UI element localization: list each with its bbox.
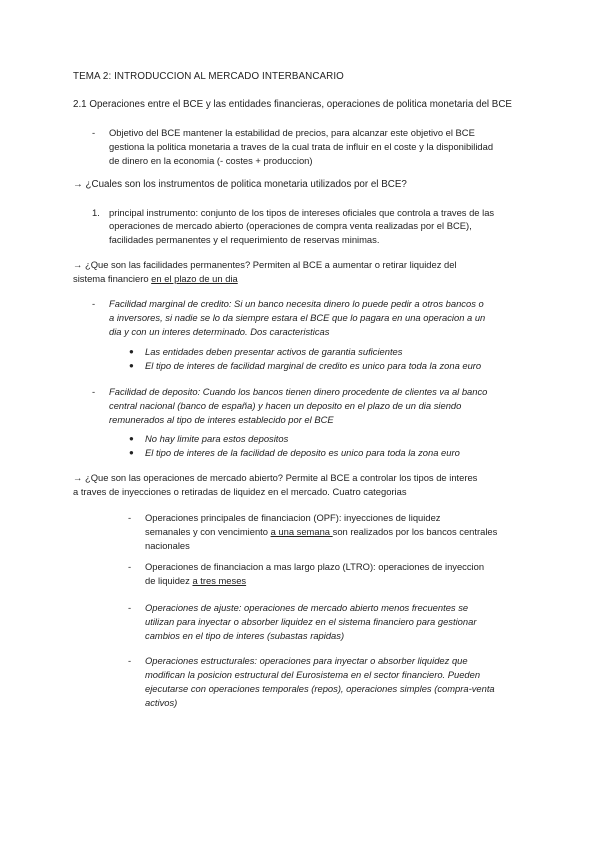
deposit-facility-bullet: El tipo de interes de la facilidad de deposito es unico para toda la zona euro <box>145 447 460 458</box>
bullet-dot: ● <box>129 448 134 457</box>
question-open-market-cont: a traves de inyecciones o retiradas de liquidez en el mercado. Cuatro categorias <box>73 486 407 497</box>
opf-line: Operaciones principales de financiacion (OPF): inyecciones de liquidez <box>145 512 441 523</box>
bullet-dot: ● <box>129 347 134 356</box>
bullet-dot: ● <box>129 434 134 443</box>
opf-line: nacionales <box>145 540 190 551</box>
marginal-credit-line: a inversores, si nadie se lo da siempre estara el BCE que lo pagara en una operacion a un <box>109 312 486 323</box>
deposit-facility-line: Facilidad de deposito: Cuando los bancos tienen dinero procedente de clientes va al banco <box>109 386 488 397</box>
deposit-facility-bullet: No hay limite para estos depositos <box>145 433 289 444</box>
list-marker: - <box>128 655 132 666</box>
question-facilities-cont <box>73 272 238 286</box>
ltro-line: Operaciones de financiacion a mas largo plazo (LTRO): operaciones de inyeccion <box>145 561 485 572</box>
underlined-term: en el plazo de un dia <box>151 273 238 284</box>
instrument-line: facilidades permanentes y el requerimiento de reservas minimas. <box>109 234 380 245</box>
structural-line: ejecutarse con operaciones temporales (repos), operaciones simples (compra-venta <box>145 683 495 694</box>
question-open-market: → ¿Que son las operaciones de mercado abierto? Permite al BCE a controlar los tipos de interes <box>73 472 478 483</box>
list-marker: - <box>92 298 96 309</box>
structural-line: modifican la posicion estructural del Eurosistema en el sector financiero. Pueden <box>145 669 481 680</box>
deposit-facility-line: remunerados al tipo de interes establecido por el BCE <box>109 414 334 425</box>
list-marker: - <box>128 512 132 523</box>
fine-tuning-line: utilizan para inyectar o absorber liquidez en el sistema financiero para gestionar <box>145 616 477 627</box>
list-marker: - <box>128 602 132 613</box>
marginal-credit-line: dia y con un interes determinado. Dos caracteristicas <box>109 326 330 337</box>
ltro-line <box>145 574 246 588</box>
text-span: de liquidez <box>145 575 193 586</box>
marginal-credit-line: Facilidad marginal de credito: Si un banco necesita dinero lo puede pedir a otros bancos o <box>109 298 484 309</box>
deposit-facility-line: central nacional (banco de españa) y hacen un deposito en el plazo de un dia siendo <box>109 400 462 411</box>
fine-tuning-line: Operaciones de ajuste: operaciones de mercado abierto menos frecuentes se <box>145 602 469 613</box>
question-facilities: → ¿Que son las facilidades permanentes? Permiten al BCE a aumentar o retirar liquidez del <box>73 259 457 270</box>
text-span: semanales y con vencimiento <box>145 526 271 537</box>
list-marker: - <box>92 386 96 397</box>
objective-line: gestiona la politica monetaria a traves de la cual trata de influir en el coste y la disponibilidad <box>109 141 494 152</box>
list-marker: - <box>92 127 96 138</box>
text-span: sistema financiero <box>73 273 152 284</box>
document-title: TEMA 2: INTRODUCCION AL MERCADO INTERBANCARIO <box>73 71 344 82</box>
text-span: son realizados por los bancos centrales <box>332 526 498 537</box>
list-number: 1. <box>92 207 100 218</box>
fine-tuning-line: cambios en el tipo de interes (subastas rapidas) <box>145 630 345 641</box>
underlined-term: a una semana <box>270 526 333 537</box>
marginal-credit-bullet: El tipo de interes de facilidad marginal de credito es unico para toda la zona euro <box>145 360 482 371</box>
objective-line: Objetivo del BCE mantener la estabilidad de precios, para alcanzar este objetivo el BCE <box>109 127 475 138</box>
instrument-line: principal instrumento: conjunto de los tipos de intereses oficiales que controla a traves de las <box>109 207 495 218</box>
list-marker: - <box>128 561 132 572</box>
marginal-credit-bullet: Las entidades deben presentar activos de garantia suficientes <box>145 346 403 357</box>
structural-line: Operaciones estructurales: operaciones para inyectar o absorber liquidez que <box>145 655 468 666</box>
question-instruments: → ¿Cuales son los instrumentos de politica monetaria utilizados por el BCE? <box>73 179 407 190</box>
objective-line: de dinero en la economia (- costes + produccion) <box>109 155 313 166</box>
structural-line: activos) <box>145 697 178 708</box>
bullet-dot: ● <box>129 361 134 370</box>
opf-line <box>145 525 497 539</box>
instrument-line: operaciones de mercado abierto (operaciones de compra venta realizadas por el BCE), <box>109 220 472 231</box>
section-heading: 2.1 Operaciones entre el BCE y las entidades financieras, operaciones de politica monetaria del BCE <box>73 99 512 110</box>
underlined-term: a tres meses <box>192 575 247 586</box>
